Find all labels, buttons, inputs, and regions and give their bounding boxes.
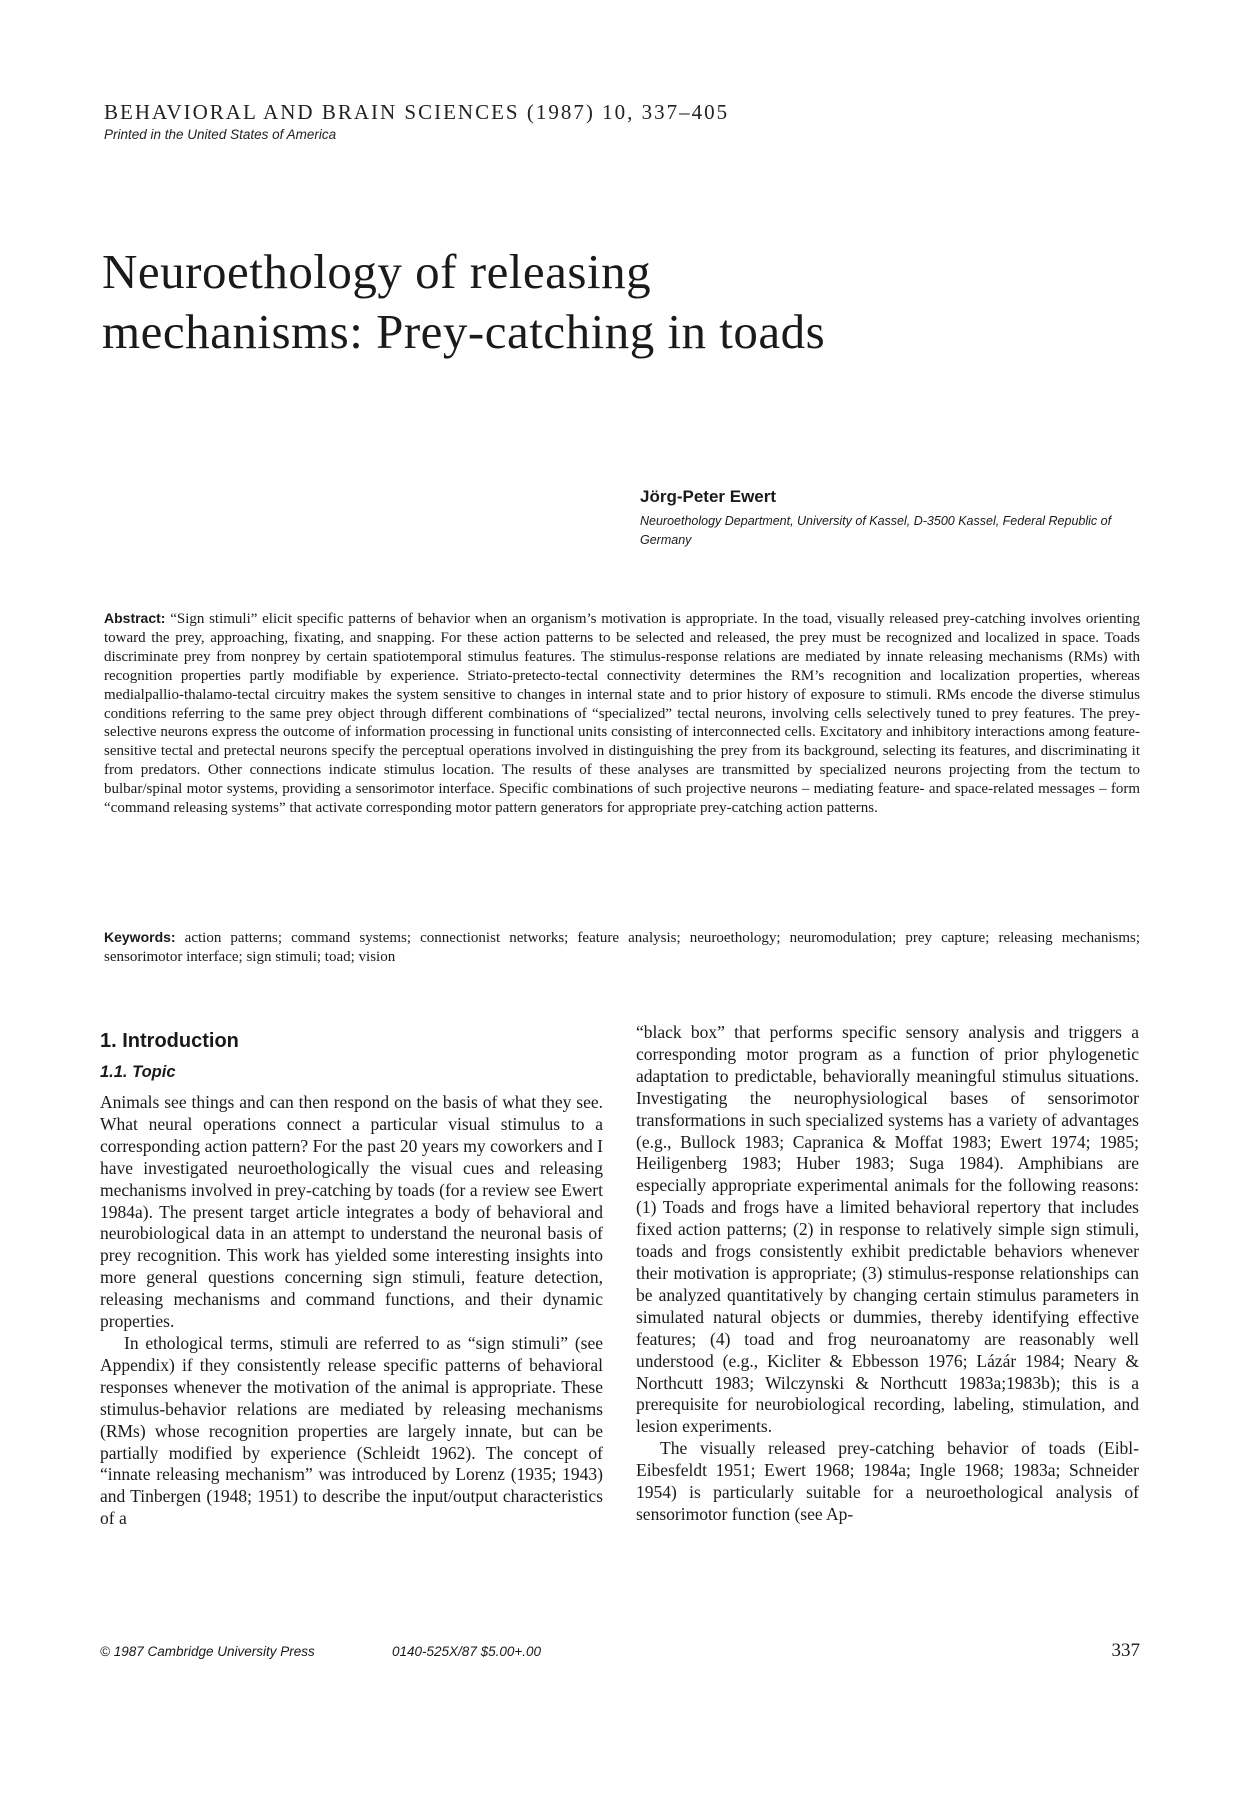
body-paragraph: Animals see things and can then respond on the basis of what they see. What neural operations connect a particular visual stimulus to a corresponding action pattern? For the past 20 years my coworkers and I have investigated neuroethologically the visual cues and releasing mechanisms involved in prey-catching by toads (for a review see Ewert 1984a). The present target article integrates a body of behavioral and neurobiological data in an attempt to understand the neuronal basis of prey recognition. This work has yielded some interesting insights into more general questions concerning sign stimuli, feature detection, releasing mechanisms and command functions, and their dynamic properties. xyxy=(100,1092,603,1332)
body-paragraph: The visually released prey-catching behavior of toads (Eibl-Eibesfeldt 1951; Ewert 1968; 1984a; Ingle 1968; 1983a; Schneider 1954) is particularly suitable for a neuroethological analysis of sensorimotor function (see Ap- xyxy=(636,1438,1139,1524)
copyright-notice: © 1987 Cambridge University Press xyxy=(100,1644,315,1659)
author-name: Jörg-Peter Ewert xyxy=(640,487,777,506)
journal-header: BEHAVIORAL AND BRAIN SCIENCES (1987) 10, 337–405 xyxy=(104,100,730,124)
page-number: 337 xyxy=(1111,1640,1140,1661)
body-paragraph: In ethological terms, stimuli are referred to as “sign stimuli” (see Appendix) if they consistently release specific patterns of behavioral responses whenever the motivation of the animal is appropriate. These stimulus-behavior relations are mediated by releasing mechanisms (RMs) whose recognition properties are largely innate, but can be partially modified by experience (Schleidt 1962). The concept of “innate releasing mechanism” was introduced by Lorenz (1935; 1943) and Tinbergen (1948; 1951) to describe the input/output characteristics of a xyxy=(100,1332,603,1529)
issn-price: 0140-525X/87 $5.00+.00 xyxy=(392,1644,542,1659)
right-column xyxy=(636,1022,1139,1526)
keywords xyxy=(104,928,1140,967)
printed-notice: Printed in the United States of America xyxy=(104,127,337,142)
left-column xyxy=(100,1023,603,1530)
abstract xyxy=(104,609,1140,818)
author-affiliation: Neuroethology Department, University of Kassel, D-3500 Kassel, Federal Republic of Germany xyxy=(640,514,1112,547)
subsection-heading: 1.1. Topic xyxy=(100,1063,176,1081)
keywords-label: Keywords: xyxy=(104,929,176,945)
abstract-label: Abstract: xyxy=(104,610,166,626)
keywords-text: action patterns; command systems; connectionist networks; feature analysis; neuroethology; neuromodulation; prey capture; releasing mechanisms; sensorimotor interface; sign stimuli; toad; vision xyxy=(104,930,1141,965)
article-title: Neuroethology of releasing mechanisms: Prey-catching in toads xyxy=(102,244,826,359)
abstract-text: “Sign stimuli” elicit specific patterns of behavior when an organism’s motivation is appropriate. In the toad, visually released prey-catching involves orienting toward the prey, approaching, fixating, and snapping. For these action patterns to be selected and released, the prey must be recognized and localized in space. Toads discriminate prey from nonprey by certain spatiotemporal stimulus features. The stimulus-response relations are mediated by innate releasing mechanisms (RMs) with recognition properties partly modifiable by experience. Striato-pretecto-tectal connectivity determines the RM’s recognition and localization properties, whereas medialpallio-thalamo-tectal circuitry makes the system sensitive to changes in internal state and to prior history of exposure to stimuli. RMs encode the diverse stimulus conditions referring to the same prey object through different combinations of “specialized” tectal neurons, involving cells selectively tuned to prey features. The prey-selective neurons express the outcome of information processing in functional units consisting of interconnected cells. Excitatory and inhibitory interactions among feature-sensitive tectal and pretectal neurons specify the perceptual operations involved in distinguishing the prey from its background, selecting its features, and discriminating it from predators. Other connections indicate stimulus location. The results of these analyses are transmitted by specialized neurons projecting from the tectum to bulbar/spinal motor systems, providing a sensorimotor interface. Specific combinations of such projective neurons – mediating feature- and space-related messages – form “command releasing systems” that activate corresponding motor pattern generators for appropriate prey-catching action patterns. xyxy=(104,611,1140,817)
page-footer xyxy=(100,1642,1140,1666)
body-paragraph: “black box” that performs specific sensory analysis and triggers a corresponding motor program as a function of prior phylogenetic adaptation to predictable, behaviorally meaningful stimulus situations. Investigating the neurophysiological bases of sensorimotor transformations in such specialized systems has a variety of advantages (e.g., Bullock 1983; Capranica & Moffat 1983; Ewert 1974; 1985; Heiligenberg 1983; Huber 1983; Suga 1984). Amphibians are especially appropriate experimental animals for the following reasons: (1) Toads and frogs have a limited behavioral repertory that includes fixed action patterns; (2) in response to relatively simple sign stimuli, toads and frogs consistently exhibit predictable behaviors whenever their motivation is appropriate; (3) stimulus-response relationships can be analyzed quantitatively by changing certain stimulus parameters in simulated natural objects or dummies, thereby identifying effective features; (4) toad and frog neuroanatomy are reasonably well understood (e.g., Kicliter & Ebbesson 1976; Lázár 1984; Neary & Northcutt 1983; Wilczynski & Northcutt 1983a;1983b); this is a prerequisite for neurobiological recording, labeling, stimulation, and lesion experiments. xyxy=(636,1022,1139,1437)
section-heading: 1. Introduction xyxy=(100,1030,239,1052)
